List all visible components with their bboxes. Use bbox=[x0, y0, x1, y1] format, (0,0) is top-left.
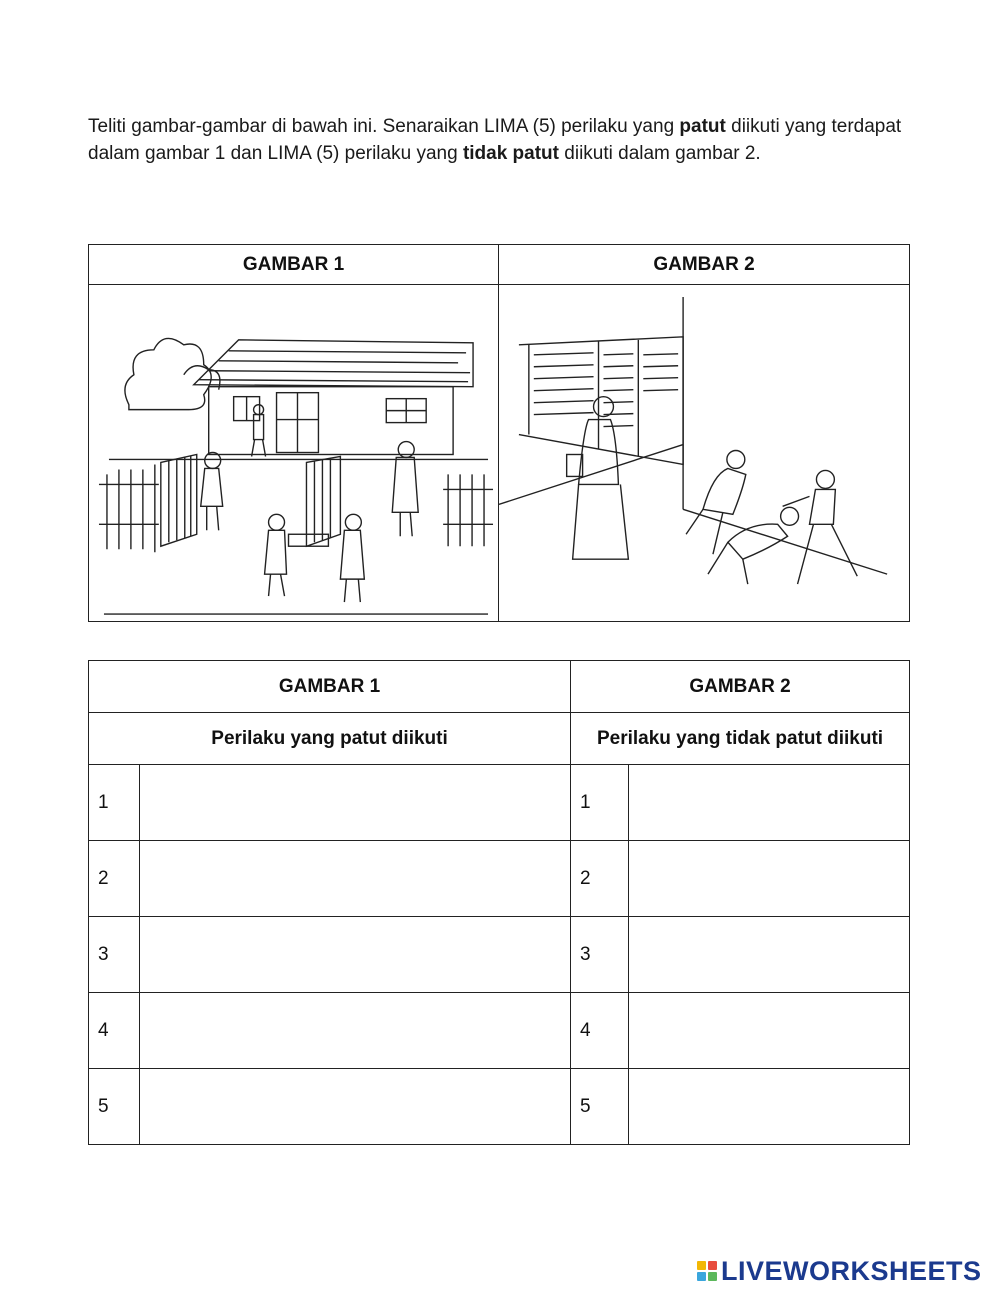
instruction-part-2: diikuti yang terdapat dalam gambar 1 dan LIMA (5) perilaku yang bbox=[88, 116, 902, 164]
row-number-left: 2 bbox=[89, 841, 140, 917]
answer-header-gambar-2: GAMBAR 2 bbox=[571, 661, 910, 713]
logo-square bbox=[697, 1272, 706, 1281]
answer-row bbox=[89, 765, 910, 841]
picture-header-gambar-1: GAMBAR 1 bbox=[89, 245, 499, 285]
fighting-boys-illustration bbox=[499, 285, 909, 621]
instruction-bold-patut: patut bbox=[679, 116, 726, 137]
logo-square bbox=[708, 1261, 717, 1270]
answer-input-left-3[interactable] bbox=[146, 925, 564, 985]
answer-input-right-3[interactable] bbox=[635, 925, 903, 985]
picture-cell-gambar-2 bbox=[499, 285, 910, 622]
answer-table bbox=[88, 660, 910, 1145]
instruction-part-3: diikuti dalam gambar 2. bbox=[559, 143, 761, 164]
school-gate-illustration bbox=[89, 285, 498, 621]
answer-cell-left[interactable] bbox=[140, 917, 571, 993]
answer-input-right-4[interactable] bbox=[635, 1001, 903, 1061]
row-number-right: 4 bbox=[571, 993, 629, 1069]
row-number-left: 4 bbox=[89, 993, 140, 1069]
answer-header-gambar-1: GAMBAR 1 bbox=[89, 661, 571, 713]
instruction-part-1: Teliti gambar-gambar di bawah ini. Senaraikan LIMA (5) perilaku yang bbox=[88, 116, 680, 137]
answer-input-right-2[interactable] bbox=[635, 849, 903, 909]
instruction-bold-tidak-patut: tidak patut bbox=[462, 143, 559, 164]
answer-cell-left[interactable] bbox=[140, 841, 571, 917]
row-number-right: 2 bbox=[571, 841, 629, 917]
answer-cell-left[interactable] bbox=[140, 993, 571, 1069]
answer-cell-right[interactable] bbox=[629, 765, 910, 841]
picture-cell-gambar-1 bbox=[89, 285, 499, 622]
picture-header-gambar-2: GAMBAR 2 bbox=[499, 245, 910, 285]
answer-input-right-1[interactable] bbox=[635, 773, 903, 833]
picture-table bbox=[88, 244, 910, 622]
liveworksheets-logo[interactable] bbox=[697, 1256, 982, 1286]
answer-cell-right[interactable] bbox=[629, 917, 910, 993]
logo-square bbox=[697, 1261, 706, 1270]
answer-input-left-1[interactable] bbox=[146, 773, 564, 833]
answer-cell-left[interactable] bbox=[140, 765, 571, 841]
answer-input-left-5[interactable] bbox=[146, 1077, 564, 1137]
answer-input-left-2[interactable] bbox=[146, 849, 564, 909]
answer-subheader-patut: Perilaku yang patut diikuti bbox=[89, 713, 571, 765]
answer-input-left-4[interactable] bbox=[146, 1001, 564, 1061]
row-number-right: 1 bbox=[571, 765, 629, 841]
answer-cell-left[interactable] bbox=[140, 1069, 571, 1145]
answer-row bbox=[89, 917, 910, 993]
instructions-text bbox=[88, 113, 908, 167]
row-number-right: 5 bbox=[571, 1069, 629, 1145]
logo-mark-icon bbox=[697, 1261, 717, 1281]
answer-row bbox=[89, 993, 910, 1069]
answer-row bbox=[89, 841, 910, 917]
answer-row bbox=[89, 1069, 910, 1145]
answer-cell-right[interactable] bbox=[629, 841, 910, 917]
logo-square bbox=[708, 1272, 717, 1281]
answer-subheader-tidak-patut: Perilaku yang tidak patut diikuti bbox=[571, 713, 910, 765]
answer-cell-right[interactable] bbox=[629, 1069, 910, 1145]
row-number-left: 5 bbox=[89, 1069, 140, 1145]
row-number-left: 3 bbox=[89, 917, 140, 993]
answer-input-right-5[interactable] bbox=[635, 1077, 903, 1137]
row-number-left: 1 bbox=[89, 765, 140, 841]
answer-cell-right[interactable] bbox=[629, 993, 910, 1069]
row-number-right: 3 bbox=[571, 917, 629, 993]
logo-text: LIVEWORKSHEETS bbox=[721, 1255, 982, 1286]
